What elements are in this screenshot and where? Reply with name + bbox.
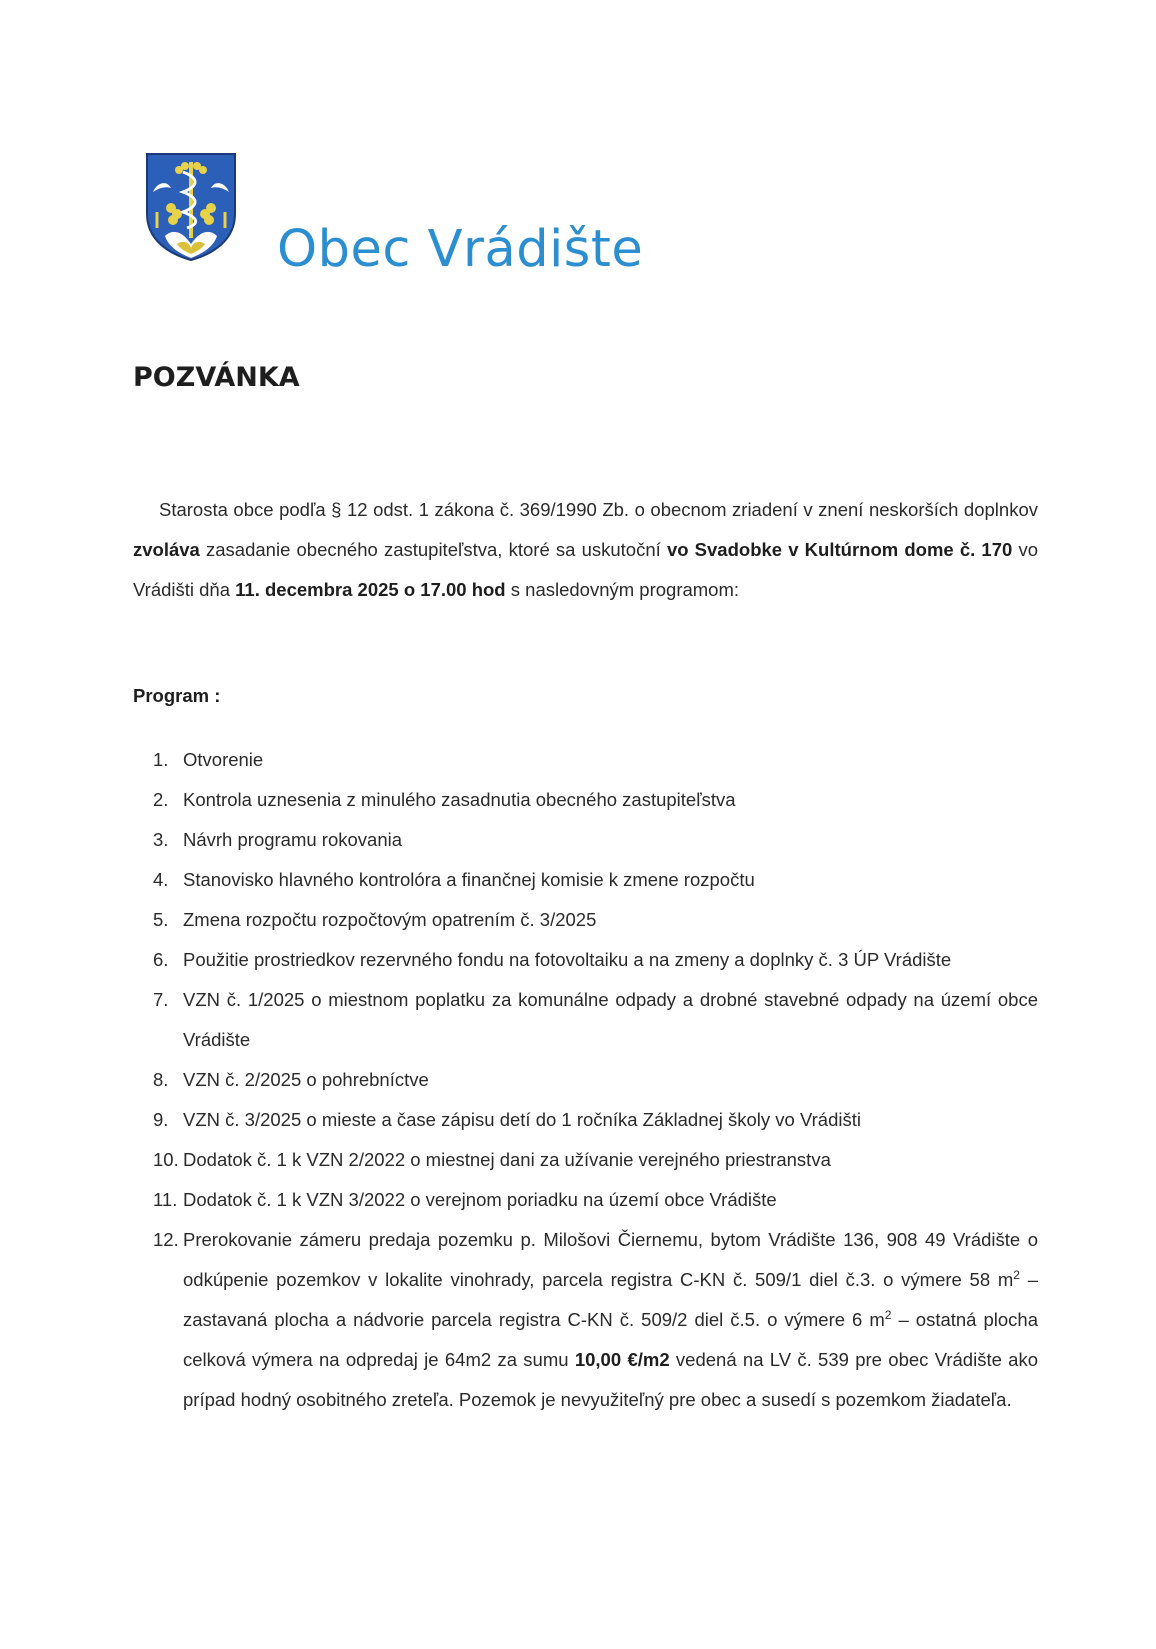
agenda-item-number: 7.	[153, 989, 169, 1010]
agenda-item-text: Dodatok č. 1 k VZN 3/2022 o verejnom poriadku na území obce Vrádište	[183, 1189, 777, 1210]
meeting-place: vo Svadobke v Kultúrnom dome č. 170	[666, 539, 1013, 560]
agenda-item-text: Kontrola uznesenia z minulého zasadnutia obecného zastupiteľstva	[183, 789, 736, 810]
agenda-item	[133, 1180, 1038, 1220]
invitation-paragraph	[133, 490, 1038, 610]
intro-text-2: zasadanie obecného zastupiteľstva, ktoré sa uskutoční	[199, 539, 667, 560]
superscript-2: 2	[884, 1307, 892, 1322]
agenda-item-text: Návrh programu rokovania	[183, 829, 403, 850]
agenda-item-number: 2.	[153, 789, 169, 810]
agenda-item-number: 12.	[153, 1229, 179, 1250]
agenda-item-number: 4.	[153, 869, 169, 890]
intro-text-4: s nasledovným programom:	[505, 579, 740, 600]
agenda-item	[133, 1060, 1038, 1100]
agenda-item	[133, 820, 1038, 860]
agenda-item	[133, 900, 1038, 940]
agenda-item	[133, 980, 1038, 1060]
agenda-item-text	[183, 1220, 1038, 1420]
agenda-item-text: VZN č. 3/2025 o mieste a čase zápisu detí do 1 ročníka Základnej školy vo Vrádišti	[183, 1109, 861, 1130]
agenda-item-text: Zmena rozpočtu rozpočtovým opatrením č. 3/2025	[183, 909, 597, 930]
document-title: POZVÁNKA	[133, 362, 300, 393]
agenda-item-number: 9.	[153, 1109, 169, 1130]
agenda-item-land-sale	[133, 1220, 1038, 1420]
agenda-item	[133, 780, 1038, 820]
agenda-item-number: 1.	[153, 749, 169, 770]
agenda-item-number: 3.	[153, 829, 169, 850]
agenda-item-number: 10.	[153, 1149, 179, 1170]
agenda-item-text: VZN č. 2/2025 o pohrebníctve	[183, 1069, 429, 1090]
agenda-item-text: VZN č. 1/2025 o miestnom poplatku za komunálne odpady a drobné stavebné odpady na území obce Vrádište	[183, 989, 1038, 1050]
intro-bold-1: zvoláva	[133, 539, 200, 560]
superscript-2: 2	[1013, 1267, 1020, 1282]
meeting-date-time: 11. decembra 2025 o 17.00 hod	[235, 579, 506, 600]
agenda-item-text: Dodatok č. 1 k VZN 2/2022 o miestnej dani za užívanie verejného priestranstva	[183, 1149, 831, 1170]
agenda-item-text: Otvorenie	[183, 749, 264, 770]
agenda-item-text: Stanovisko hlavného kontrolóra a finančnej komisie k zmene rozpočtu	[183, 869, 755, 890]
price-per-m2: 10,00 €/m2	[574, 1349, 670, 1370]
intro-text-3: vo Vrádišti dňa	[133, 539, 1039, 600]
agenda-item-number: 6.	[153, 949, 169, 970]
intro-text-1: Starosta obce podľa § 12 odst. 1 zákona č. 369/1990 Zb. o obecnom zriadení v znení neskorších doplnkov	[159, 499, 1038, 520]
coat-of-arms-icon	[143, 152, 239, 262]
agenda-list	[133, 740, 1038, 1420]
agenda-item-text: Použitie prostriedkov rezervného fondu na fotovoltaiku a na zmeny a doplnky č. 3 ÚP Vrádište	[183, 949, 952, 970]
program-heading: Program :	[133, 685, 221, 706]
agenda-item-number: 8.	[153, 1069, 169, 1090]
agenda-item	[133, 1100, 1038, 1140]
agenda-item	[133, 1140, 1038, 1180]
municipality-name: Obec Vrádište	[277, 220, 644, 279]
land-sale-text-1: Prerokovanie zámeru predaja pozemku p. Milošovi Čiernemu, bytom Vrádište 136, 908 49 Vrádište o odkúpenie pozemkov v lokalite vinohrady, parcela registra C-KN č. 509/1 diel č.3. o výmere 58 m	[183, 1229, 1038, 1290]
land-sale-text-2: – zastavaná plocha a nádvorie parcela registra C-KN č. 509/2 diel č.5. o výmere 6 m	[183, 1269, 1038, 1330]
agenda-item-number: 5.	[153, 909, 169, 930]
agenda-item-number: 11.	[153, 1189, 178, 1210]
agenda-item	[133, 860, 1038, 900]
agenda-item	[133, 940, 1038, 980]
agenda-item	[133, 740, 1038, 780]
land-sale-text-4: vedená na LV č. 539 pre obec Vrádište ako prípad hodný osobitného zreteľa. Pozemok je nevyužiteľný pre obec a susedí s pozemkom žiadateľa.	[183, 1349, 1039, 1410]
land-sale-text-3: – ostatná plocha celková výmera na odpredaj je 64m2 za sumu	[183, 1309, 1038, 1370]
